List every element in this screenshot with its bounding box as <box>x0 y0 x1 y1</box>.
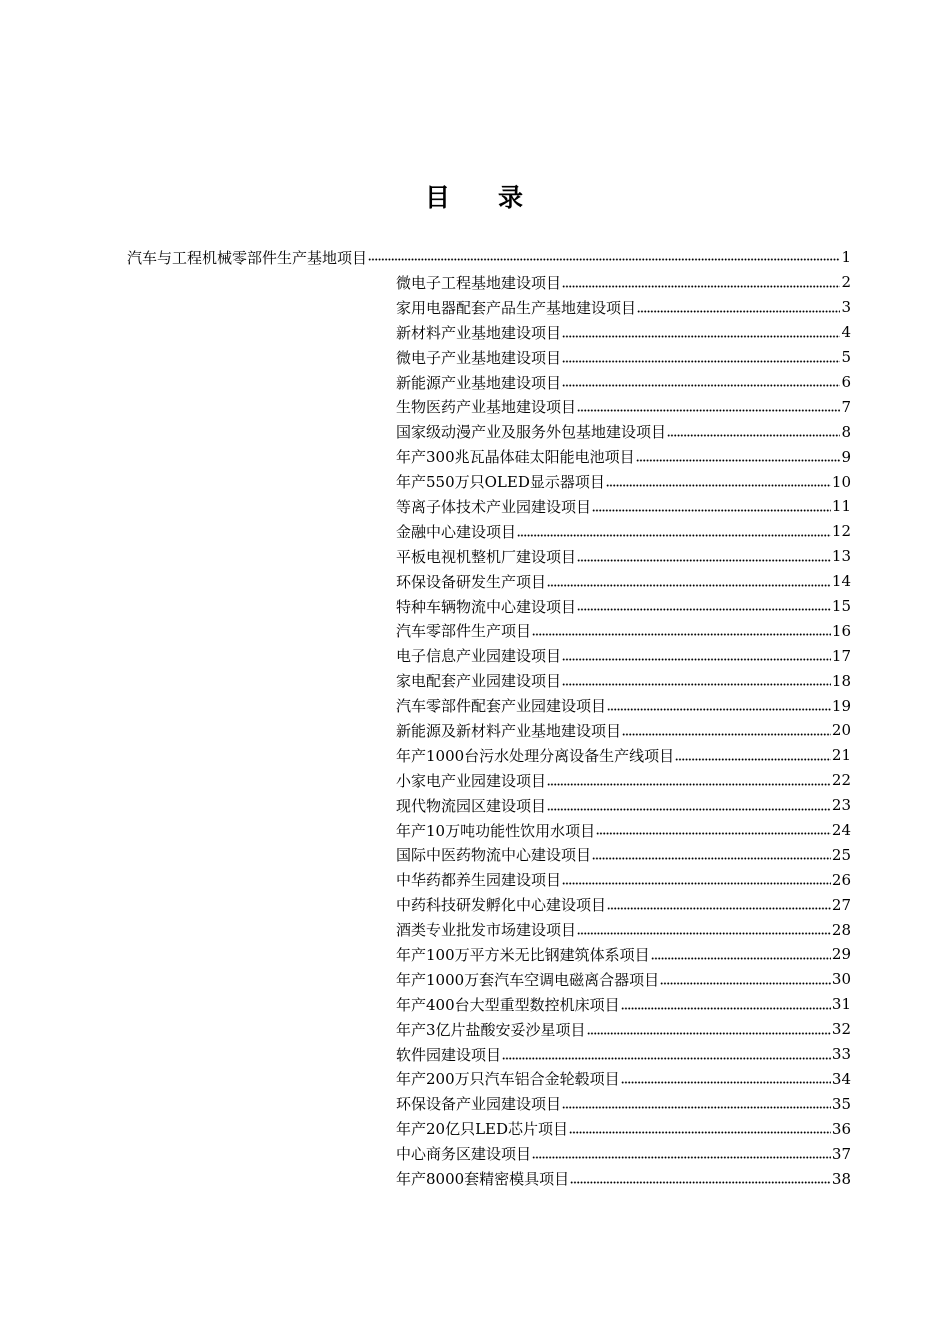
dot-leader <box>570 1177 831 1184</box>
dot-leader <box>562 331 840 338</box>
toc-entry[interactable] <box>396 594 851 619</box>
toc-entry-label: 年产20亿只LED芯片项目 <box>396 1120 569 1139</box>
dot-leader <box>547 580 831 587</box>
toc-entry[interactable] <box>396 618 851 643</box>
toc-entry-label: 电子信息产业园建设项目 <box>396 647 562 666</box>
toc-entry-label: 汽车零部件配套产业园建设项目 <box>396 697 607 716</box>
toc-entry-page: 30 <box>831 970 851 989</box>
toc-entry-page: 28 <box>831 920 851 939</box>
toc-entry-page: 7 <box>841 397 851 416</box>
toc-entry-label: 微电子工程基地建设项目 <box>396 273 562 292</box>
toc-entry-page: 21 <box>831 746 851 765</box>
dot-leader <box>562 356 840 363</box>
toc-entry[interactable] <box>396 1067 851 1092</box>
dot-leader <box>596 828 831 835</box>
toc-entry[interactable] <box>396 444 851 469</box>
toc-entry-label: 国际中医药物流中心建设项目 <box>396 846 592 865</box>
toc-entry-label: 新材料产业基地建设项目 <box>396 323 562 342</box>
toc-entry-page: 25 <box>831 845 851 864</box>
toc-entry-page: 8 <box>841 422 851 441</box>
dot-leader <box>636 455 841 462</box>
toc-entry[interactable] <box>396 544 851 569</box>
toc-entry[interactable] <box>396 942 851 967</box>
toc-entry-page: 12 <box>831 522 851 541</box>
toc-entry[interactable] <box>396 892 851 917</box>
toc-entry[interactable] <box>396 370 851 395</box>
toc-entry[interactable] <box>396 743 851 768</box>
toc-entry-label: 生物医药产业基地建设项目 <box>396 398 577 417</box>
dot-leader <box>660 978 831 985</box>
toc-entry-label: 金融中心建设项目 <box>396 522 517 541</box>
toc-entry-page: 24 <box>831 821 851 840</box>
dot-leader <box>502 1053 831 1060</box>
toc-entry-label: 中华药都养生园建设项目 <box>396 871 562 890</box>
dot-leader <box>577 604 831 611</box>
toc-entry[interactable] <box>396 345 851 370</box>
toc-entry[interactable] <box>396 1116 851 1141</box>
dot-leader <box>532 1152 831 1159</box>
toc-entry-label: 年产8000套精密模具项目 <box>396 1170 570 1188</box>
toc-entry-page: 34 <box>831 1069 851 1088</box>
toc-entry[interactable] <box>396 768 851 793</box>
toc-entry[interactable] <box>396 842 851 867</box>
toc-entry[interactable] <box>396 967 851 992</box>
toc-entry[interactable] <box>396 718 851 743</box>
toc-entry[interactable] <box>396 270 851 295</box>
toc-entry-label: 中心商务区建设项目 <box>396 1145 532 1164</box>
dot-leader <box>577 928 831 935</box>
toc-entry-label: 平板电视机整机厂建设项目 <box>396 547 577 566</box>
toc-entry-page: 2 <box>841 273 851 292</box>
dot-leader <box>577 405 840 412</box>
toc-entry[interactable] <box>396 867 851 892</box>
toc-entry[interactable] <box>396 469 851 494</box>
toc-entry-label: 软件园建设项目 <box>396 1045 502 1064</box>
toc-entry-page: 36 <box>831 1119 851 1138</box>
toc-entry-page: 10 <box>831 472 851 491</box>
toc-entry-page: 20 <box>831 721 851 740</box>
toc-entry-label: 新能源产业基地建设项目 <box>396 373 562 392</box>
toc-entry[interactable] <box>396 320 851 345</box>
toc-entry-label: 家电配套产业园建设项目 <box>396 672 562 691</box>
dot-leader <box>562 679 831 686</box>
dot-leader <box>562 380 840 387</box>
dot-leader <box>562 281 840 288</box>
dot-leader <box>592 853 831 860</box>
toc-entry[interactable] <box>396 394 851 419</box>
dot-leader <box>569 1127 831 1134</box>
toc-entry-page: 13 <box>831 547 851 566</box>
dot-leader <box>532 629 831 636</box>
toc-entry-page: 38 <box>831 1169 851 1188</box>
dot-leader <box>547 779 831 786</box>
dot-leader <box>587 1028 831 1035</box>
toc-entry-page: 18 <box>831 671 851 690</box>
dot-leader <box>592 505 831 512</box>
dot-leader <box>622 729 831 736</box>
dot-leader <box>607 704 831 711</box>
dot-leader <box>562 878 831 885</box>
toc-entry-label: 微电子产业基地建设项目 <box>396 348 562 367</box>
toc-entry-label: 特种车辆物流中心建设项目 <box>396 597 577 616</box>
toc-entry-label: 现代物流园区建设项目 <box>396 796 547 815</box>
toc-entry-label: 年产1000万套汽车空调电磁离合器项目 <box>396 970 660 989</box>
dot-leader <box>637 306 840 313</box>
dot-leader <box>547 804 831 811</box>
toc-entry-page: 33 <box>831 1045 851 1064</box>
toc-entry[interactable] <box>127 246 851 268</box>
dot-leader <box>368 254 840 261</box>
toc-entry-page: 6 <box>841 373 851 391</box>
toc-entry-page: 35 <box>831 1094 851 1113</box>
toc-entry-label: 汽车零部件生产项目 <box>396 622 532 641</box>
toc-entry-page: 23 <box>831 796 851 815</box>
toc-entry[interactable] <box>396 818 851 843</box>
toc-entry-label: 年产400台大型重型数控机床项目 <box>396 995 620 1014</box>
toc-entry-label: 年产1000台污水处理分离设备生产线项目 <box>396 746 675 765</box>
toc-entry-page: 31 <box>831 995 851 1014</box>
toc-entry-page: 29 <box>831 945 851 964</box>
toc-entry-label: 年产300兆瓦晶体硅太阳能电池项目 <box>396 448 635 467</box>
dot-leader <box>651 953 831 960</box>
toc-entry-label: 汽车与工程机械零部件生产基地项目 <box>127 248 368 267</box>
dot-leader <box>562 1102 831 1109</box>
dot-leader <box>607 903 831 910</box>
toc-entry-label: 家用电器配套产品生产基地建设项目 <box>396 298 637 317</box>
toc-entry-label: 环保设备研发生产项目 <box>396 572 547 591</box>
toc-entry[interactable] <box>396 1017 851 1042</box>
dot-leader <box>562 654 831 661</box>
toc-entry-label: 中药科技研发孵化中心建设项目 <box>396 896 607 915</box>
toc-entry-page: 22 <box>831 771 851 790</box>
toc-entry[interactable] <box>396 793 851 818</box>
toc-entry-label: 国家级动漫产业及服务外包基地建设项目 <box>396 423 667 442</box>
toc-entry[interactable] <box>396 643 851 668</box>
dot-leader <box>606 480 831 487</box>
toc-entry-page: 27 <box>831 895 851 914</box>
toc-entry-label: 等离子体技术产业园建设项目 <box>396 497 592 516</box>
toc-entry-label: 酒类专业批发市场建设项目 <box>396 921 577 940</box>
toc-entry-label: 年产3亿片盐酸安妥沙星项目 <box>396 1020 586 1039</box>
toc-entry[interactable] <box>396 1166 851 1191</box>
title-char-1: 目 <box>424 183 452 212</box>
toc-entry-label: 年产100万平方米无比钢建筑体系项目 <box>396 945 650 964</box>
toc-entry[interactable] <box>396 1091 851 1116</box>
toc-entry-page: 14 <box>831 572 851 591</box>
toc-entry[interactable] <box>396 519 851 544</box>
toc-entry[interactable] <box>396 494 851 519</box>
toc-entry-page: 19 <box>831 696 851 715</box>
dot-leader <box>577 555 831 562</box>
toc-entry-page: 32 <box>831 1020 851 1039</box>
toc-entry-page: 37 <box>831 1144 851 1163</box>
toc-entry-label: 环保设备产业园建设项目 <box>396 1095 562 1114</box>
toc-entry-page: 17 <box>831 646 851 665</box>
dot-leader <box>667 430 840 437</box>
toc-entry-label: 年产550万只OLED显示器项目 <box>396 473 605 492</box>
dot-leader <box>621 1077 831 1084</box>
toc-entry-page: 16 <box>831 621 851 640</box>
toc-entry[interactable] <box>396 569 851 594</box>
toc-entry-page: 1 <box>841 248 851 266</box>
toc-entry-page: 11 <box>831 497 851 516</box>
toc-entry[interactable] <box>396 295 851 320</box>
toc-entry-label: 年产10万吨功能性饮用水项目 <box>396 821 596 840</box>
toc-entry-page: 9 <box>841 447 851 466</box>
toc-entry-page: 3 <box>841 298 851 317</box>
toc-entry[interactable] <box>396 668 851 693</box>
toc-entry[interactable] <box>396 693 851 718</box>
toc-entry-label: 小家电产业园建设项目 <box>396 771 547 790</box>
toc-entry-page: 5 <box>841 348 851 367</box>
toc-list <box>396 270 851 1191</box>
toc-entry-label: 新能源及新材料产业基地建设项目 <box>396 721 622 740</box>
toc-entry-label: 年产200万只汽车铝合金轮毂项目 <box>396 1070 620 1089</box>
toc-entry[interactable] <box>396 917 851 942</box>
page-title <box>0 178 950 214</box>
toc-entry-page: 4 <box>841 323 851 342</box>
toc-entry-page: 15 <box>831 597 851 616</box>
dot-leader <box>675 754 831 761</box>
dot-leader <box>621 1003 831 1010</box>
dot-leader <box>517 530 831 537</box>
title-char-2: 录 <box>498 183 526 212</box>
toc-entry[interactable] <box>396 1042 851 1067</box>
toc-entry-page: 26 <box>831 870 851 889</box>
toc-entry[interactable] <box>396 1141 851 1166</box>
toc-entry[interactable] <box>396 419 851 444</box>
toc-entry[interactable] <box>396 992 851 1017</box>
